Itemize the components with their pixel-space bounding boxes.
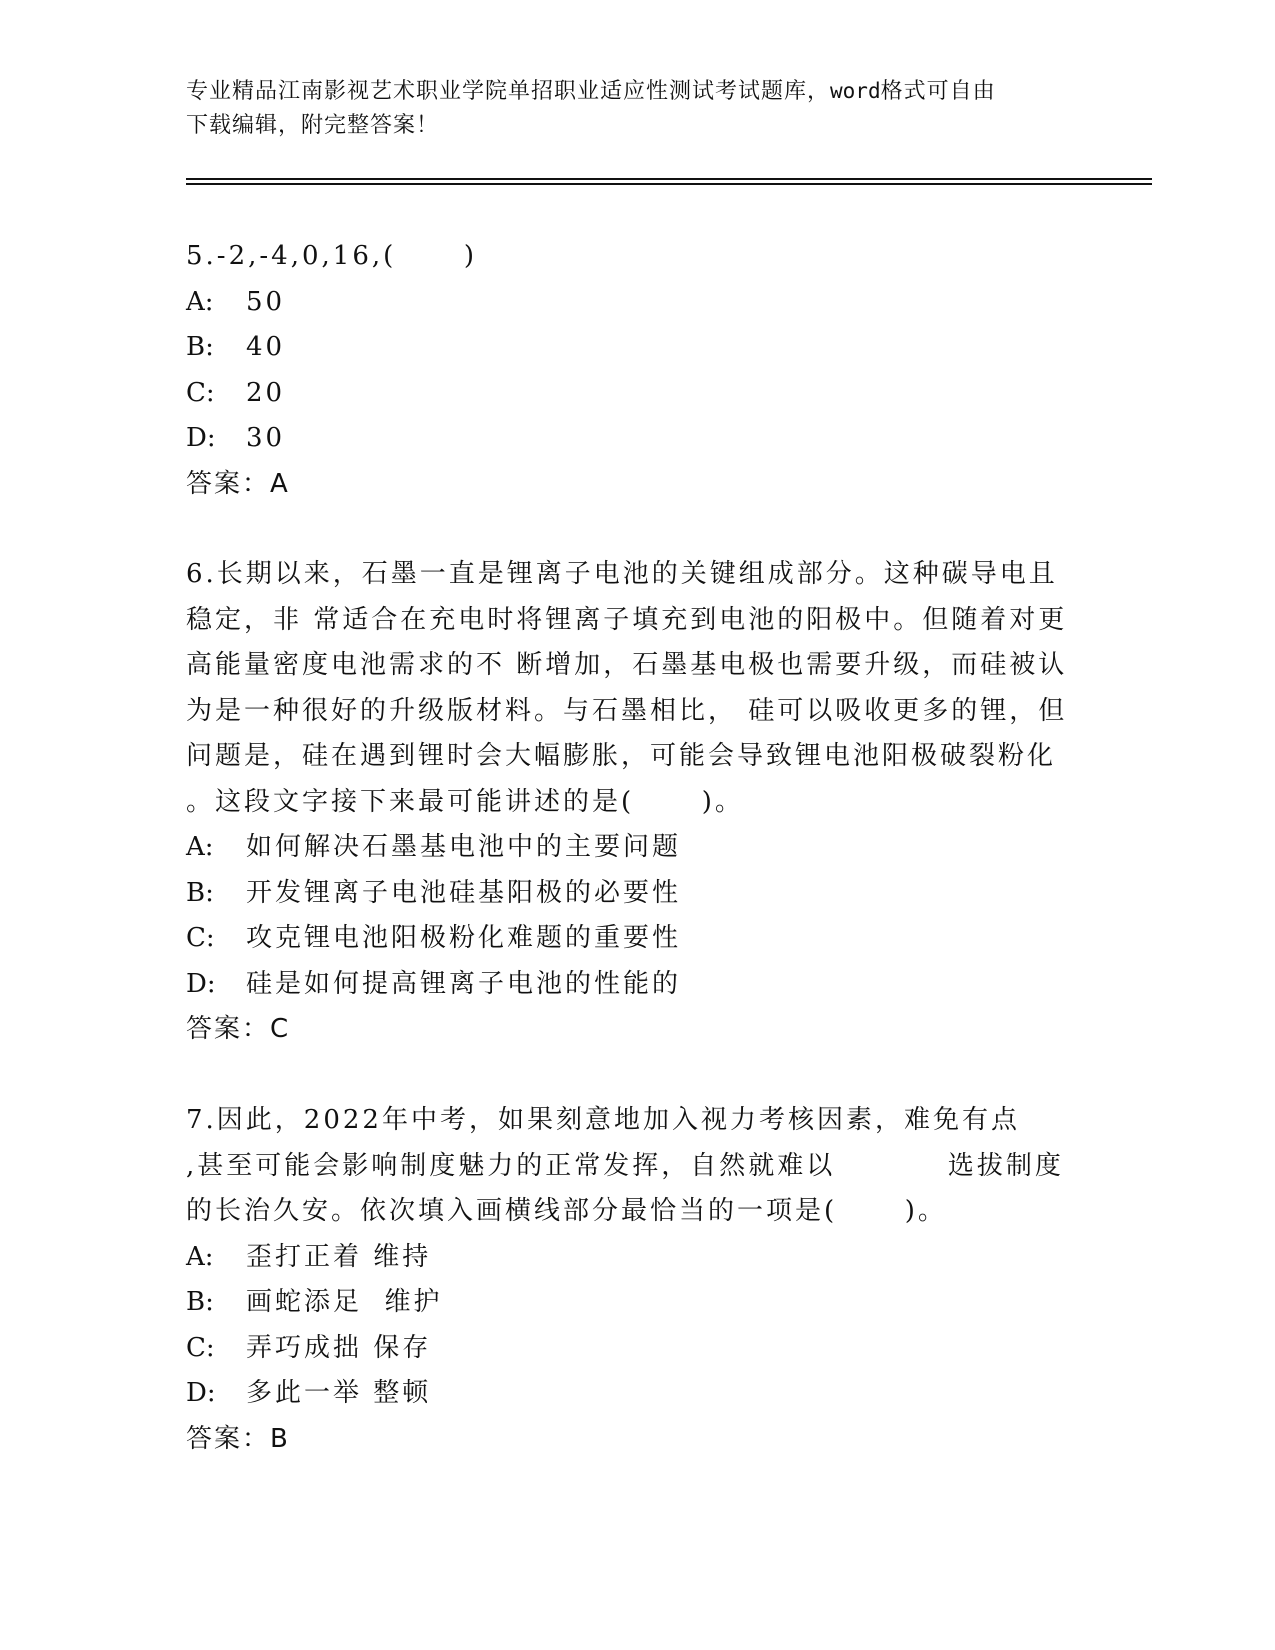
stem-line: ,甚至可能会影响制度魅力的正常发挥，自然就难以 选拔制度 <box>186 1150 1064 1181</box>
question-stem <box>186 1098 1086 1235</box>
header-text: 专业精品江南影视艺术职业学院单招职业适应性测试考试题库， <box>186 79 831 104</box>
stem-line: 的长治久安。依次填入画横线部分最恰当的一项是( )。 <box>186 1196 947 1226</box>
option-letter: B: <box>186 332 214 362</box>
option-c <box>186 916 1086 962</box>
document-header <box>186 74 1066 143</box>
option-letter: B: <box>186 877 214 908</box>
option-text: 30 <box>246 423 286 453</box>
question-5 <box>186 234 1086 507</box>
option-letter: D: <box>186 968 216 999</box>
option-d <box>186 962 1086 1008</box>
stem-line: 7.因此，2022年中考，如果刻意地加入视力考核因素，难免有点 <box>186 1105 1020 1135</box>
option-letter: A: <box>186 286 214 317</box>
option-text: 画蛇添足 维护 <box>246 1287 443 1317</box>
option-b <box>186 1280 1086 1326</box>
answer-line: 答案：A <box>186 468 290 499</box>
option-text: 攻克锂电池阳极粉化难题的重要性 <box>246 923 682 953</box>
header-line-1 <box>186 74 1066 109</box>
answer-line: 答案：B <box>186 1423 290 1454</box>
option-text: 多此一举 整顿 <box>246 1378 432 1408</box>
option-letter: D: <box>186 423 216 453</box>
option-b <box>186 325 1086 371</box>
answer-line: 答案：C <box>186 1014 291 1044</box>
header-line-2: 下载编辑，附完整答案！ <box>186 113 440 138</box>
option-b <box>186 871 1086 917</box>
option-letter: C: <box>186 1332 215 1363</box>
option-text: 50 <box>246 286 286 317</box>
option-letter: A: <box>186 1241 214 1272</box>
option-letter: C: <box>186 923 215 953</box>
option-c <box>186 371 1086 417</box>
option-c <box>186 1326 1086 1372</box>
question-6 <box>186 552 1086 1053</box>
option-letter: A: <box>186 832 214 862</box>
option-d <box>186 1371 1086 1417</box>
option-text: 开发锂离子电池硅基阳极的必要性 <box>246 877 682 908</box>
option-letter: C: <box>186 377 215 408</box>
option-text: 弄巧成拙 保存 <box>246 1332 432 1363</box>
option-letter: B: <box>186 1287 214 1317</box>
header-word-label: word <box>830 79 881 103</box>
stem-line: 问题是，硅在遇到锂时会大幅膨胀，可能会导致锂电池阳极破裂粉化 <box>186 741 1057 771</box>
option-text: 40 <box>246 332 286 362</box>
question-stem <box>186 552 1086 825</box>
stem-line: 。这段文字接下来最可能讲述的是( )。 <box>186 786 744 817</box>
option-d <box>186 416 1086 462</box>
stem-line: 5.-2,-4,0,16,( ) <box>186 241 478 271</box>
question-7 <box>186 1098 1086 1462</box>
question-stem <box>186 234 1086 280</box>
option-text: 硅是如何提高锂离子电池的性能的 <box>246 968 682 999</box>
header-rule-bottom <box>186 183 1152 185</box>
option-a <box>186 1235 1086 1281</box>
stem-line: 稳定，非 常适合在充电时将锂离子填充到电池的阳极中。但随着对更 <box>186 604 1068 635</box>
option-letter: D: <box>186 1378 216 1408</box>
option-text: 歪打正着 维持 <box>246 1241 432 1272</box>
header-text-tail: 格式可自由 <box>880 79 996 104</box>
option-text: 如何解决石墨基电池中的主要问题 <box>246 832 682 862</box>
header-rule-top <box>186 178 1152 180</box>
option-text: 20 <box>246 377 286 408</box>
option-a <box>186 280 1086 326</box>
stem-line: 高能量密度电池需求的不 断增加，石墨基电极也需要升级，而硅被认 <box>186 650 1068 680</box>
option-a <box>186 825 1086 871</box>
stem-line: 6.长期以来，石墨一直是锂离子电池的关键组成部分。这种碳导电且 <box>186 559 1058 589</box>
stem-line: 为是一种很好的升级版材料。与石墨相比， 硅可以吸收更多的锂，但 <box>186 695 1068 726</box>
